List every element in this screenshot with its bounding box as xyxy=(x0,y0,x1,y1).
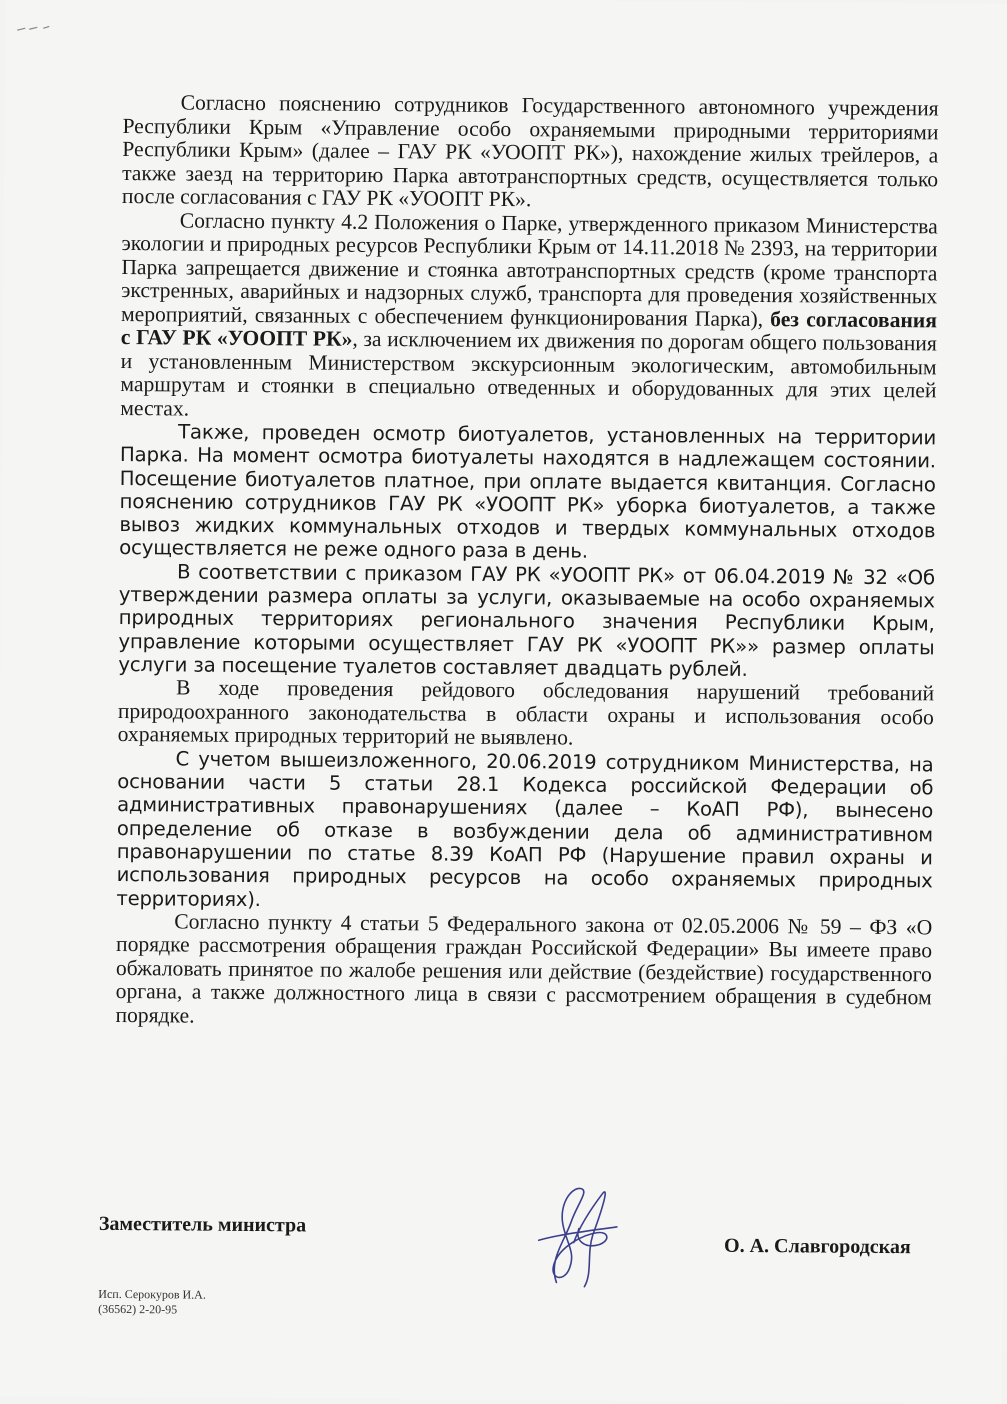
scan-artifact-icon xyxy=(15,24,51,32)
paragraph-trailers: Согласно пояснению сотрудников Государственного автономного учреждения Республики Крым «Управление особо охраняемыми природными территориями Республики Крым» (далее – ГАУ РК «УООПТ РК»), нахождение жилых трейлеров, а также заезд на территорию Парка автотранспортных средств, осуществляется только после согласования с ГАУ РК «УООПТ РК». xyxy=(121,90,939,212)
signatory-position: Заместитель министра xyxy=(98,1212,307,1237)
signature-block xyxy=(99,1209,911,1275)
executor-name: Исп. Серокуров И.А. xyxy=(98,1286,206,1302)
handwritten-signature-icon xyxy=(518,1182,629,1293)
regulation-text-after: , за исключением их движения по дорогам общего пользования и установленным Министерством экскурсионным экологическим, автомобильным маршрутам и стоянки в специально отведенных и оборудованных для этих целей местах. xyxy=(120,326,937,421)
regulation-text-before: Согласно пункту 4.2 Положения о Парке, утвержденного приказом Министерства экологии и природных ресурсов Республики Крым от 14.11.2018 № 2393, на территории Парка запрещается движение и стоянка автотранспортных средств (кроме транспорта экстренных, аварийных и надзорных служб, транспорта для проведения хозяйственных мероприятий, связанных с обеспечением функционирования Парка), xyxy=(120,207,938,331)
paragraph-appeal-right: Согласно пункту 4 статьи 5 Федерального закона от 02.05.2006 № 59 – ФЗ «О порядке рассмотрения обращения граждан Российской Федерации» Вы имеете право обжаловать принятое по жалобе решения или действие (бездействие) государственного органа, а также должностного лица в связи с рассмотрением обращения в судебном порядке. xyxy=(115,909,933,1028)
paragraph-biotoilets: Также, проведен осмотр биотуалетов, установленных на территории Парка. На момент осмотра биотуалеты находятся в надлежащем состоянии. Посещение биотуалетов платное, при оплате выдается квитанция. Согласно пояснению сотрудников ГАУ РК «УООПТ РК» уборка биотуалетов, а также вывоз жидких коммунальных отходов и твердых коммунальных отходов осуществляется не реже одного раза в день. xyxy=(119,420,937,564)
paragraph-inspection-result: В ходе проведения рейдового обследования нарушений требований природоохранного законодательства в области охраны и использования особо охраняемых природных территорий не выявлено. xyxy=(117,675,935,750)
regulation-text-bold: без согласования с ГАУ РК «УООПТ РК» xyxy=(120,306,938,351)
executor-info xyxy=(98,1287,206,1318)
letter-body xyxy=(115,91,938,1034)
signatory-name: О. А. Славгородская xyxy=(723,1234,911,1259)
executor-phone: (36562) 2-20-95 xyxy=(98,1301,178,1317)
paragraph-park-regulation xyxy=(120,208,938,426)
paragraph-payment-order: В соответствии с приказом ГАУ РК «УООПТ РК» от 06.04.2019 № 32 «Об утверждении размера оплаты за услуги, оказываемые на особо охраняемых природных территориях регионального значения Республики Крым, управление которыми осуществляет ГАУ РК «УООПТ РК»» размер оплаты услуги за посещение туалетов составляет двадцать рублей. xyxy=(118,560,936,681)
paragraph-determination: С учетом вышеизложенного, 20.06.2019 сотрудником Министерства, на основании части 5 статьи 28.1 Кодекса российской Федерации об административных правонарушениях (далее – КоАП РФ), вынесено определение об отказе в возбуждении дела об административном правонарушении по статье 8.39 КоАП РФ (Нарушение правил охраны и использования природных ресурсов на особо охраняемых природных территориях). xyxy=(116,747,934,911)
